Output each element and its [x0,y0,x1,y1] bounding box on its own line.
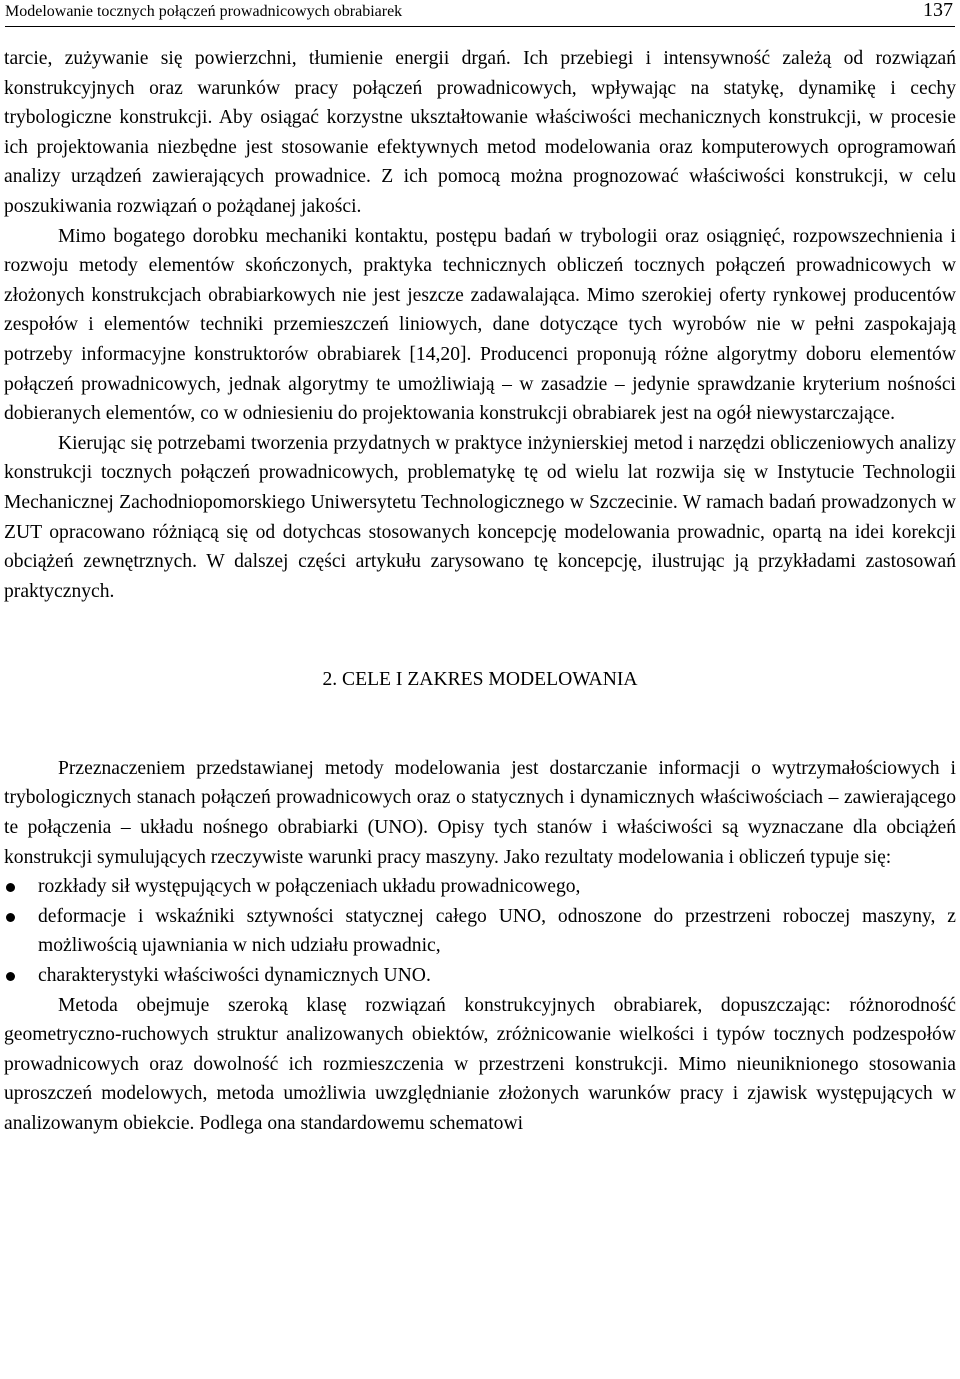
running-header [5,0,955,27]
paragraph-1: tarcie, zużywanie się powierzchni, tłumienie energii drgań. Ich przebiegi i intensywność zależą od rozwiązań konstrukcyjnych oraz warunków pracy połączeń prowadnicowych, wpływając na statykę, dynamikę i cechy trybologiczne konstrukcji. Aby osiągać korzystne ukształtowanie właściwości mechanicznych konstrukcji, w procesie ich projektowania niezbędne jest stosowanie efektywnych metod modelowania oraz komputerowych oprogramowań analizy urządzeń zawierających prowadnice. Z ich pomocą można prognozować właściwości konstrukcji, w celu poszukiwania rozwiązań o pożądanej jakości. [4,48,956,217]
page-body [4,44,956,1139]
bullet-icon [6,972,15,981]
paragraph-4: Przeznaczeniem przedstawianej metody modelowania jest dostarczanie informacji o wytrzymałościowych i trybologicznych stanach połączeń prowadnicowych oraz o statycznych i dynamicznych właściwościach – zawierającego te połączenia – układu nośnego obrabiarki (UNO). Opisy tych stanów i właściwości są wyznaczane dla obciążeń konstrukcji symulujących rzeczywiste warunki pracy maszyny. Jako rezultaty modelowania i obliczeń typuje się: [4,757,956,868]
running-title: Modelowanie tocznych połączeń prowadnicowych obrabiarek [5,3,403,20]
list-item-text: charakterystyki właściwości dynamicznych UNO. [38,965,431,987]
paragraph-3: Kierując się potrzebami tworzenia przydatnych w praktyce inżynierskiej metod i narzędzi obliczeniowych analizy konstrukcji tocznych połączeń prowadnicowych, problematykę tę od wielu lat rozwija się w Instytucie Technologii Mechanicznej Zachodniopomorskiego Uniwersytetu Technologicznego w Szczecinie. W ramach badań prowadzonych w ZUT opracowano różniącą się od dotychcas stosowanych koncepcję modelowania prowadnic, opartą na idei korekcji obciążeń zewnętrznych. W dalszej części artykułu zarysowano tę koncepcję, ilustrując ją przykładami zastosowań praktycznych. [4,432,956,602]
section-heading: 2. CELE I ZAKRES MODELOWANIA [322,669,638,691]
bullet-icon [6,913,15,922]
bullet-icon [6,883,15,892]
paragraph-2: Mimo bogatego dorobku mechaniki kontaktu, postępu badań w trybologii oraz osiągnięć, rozpowszechnienia i rozwoju metody elementów skończonych, praktyka technicznych obliczeń tocznych połączeń prowadnicowych w złożonych konstrukcjach obrabiarkowych nie jest jeszcze zadawalająca. Mimo szerokiej oferty rynkowej producentów zespołów i elementów techniki przemieszczeń liniowych, dane dotyczące tych wyrobów nie w pełni zaspokajają potrzeby informacyjne konstruktorów obrabiarek [14,20]. Producenci proponują różne algorytmy doboru elementów połączeń prowadnicowych, jednak algorytmy te umożliwiają – w zasadzie – jedynie sprawdzanie kryterium nośności dobieranych elementów, co w odniesieniu do projektowania konstrukcji obrabiarek jest na ogół niewystarczające. [4,225,956,425]
page-number: 137 [923,0,953,21]
list-item-text: deformacje i wskaźniki sztywności statycznej całego UNO, odnoszone do przestrzeni roboczej maszyny, z możliwością ujawniania w nich udziału prowadnic, [38,905,956,957]
list-item [4,961,956,991]
results-list [4,872,956,990]
list-item-text: rozkłady sił występujących w połączeniach układu prowadnicowego, [38,876,581,898]
list-item [4,872,956,902]
paragraph-5: Metoda obejmuje szeroką klasę rozwiązań konstrukcyjnych obrabiarek, dopuszczając: różnorodność geometryczno-ruchowych struktur analizowanych obiektów, zróżnicowanie wielkości i typów tocznych podzespołów prowadnicowych oraz dowolność ich rozmieszczenia w przestrzeni konstrukcji. Mimo nieuniknionego stosowania uproszczeń modelowych, metoda umożliwia uwzględnianie złożonych warunków pracy i zjawisk występujących w analizowanym obiekcie. Podlega ona standardowemu schematowi [4,994,956,1134]
list-item [4,902,956,961]
